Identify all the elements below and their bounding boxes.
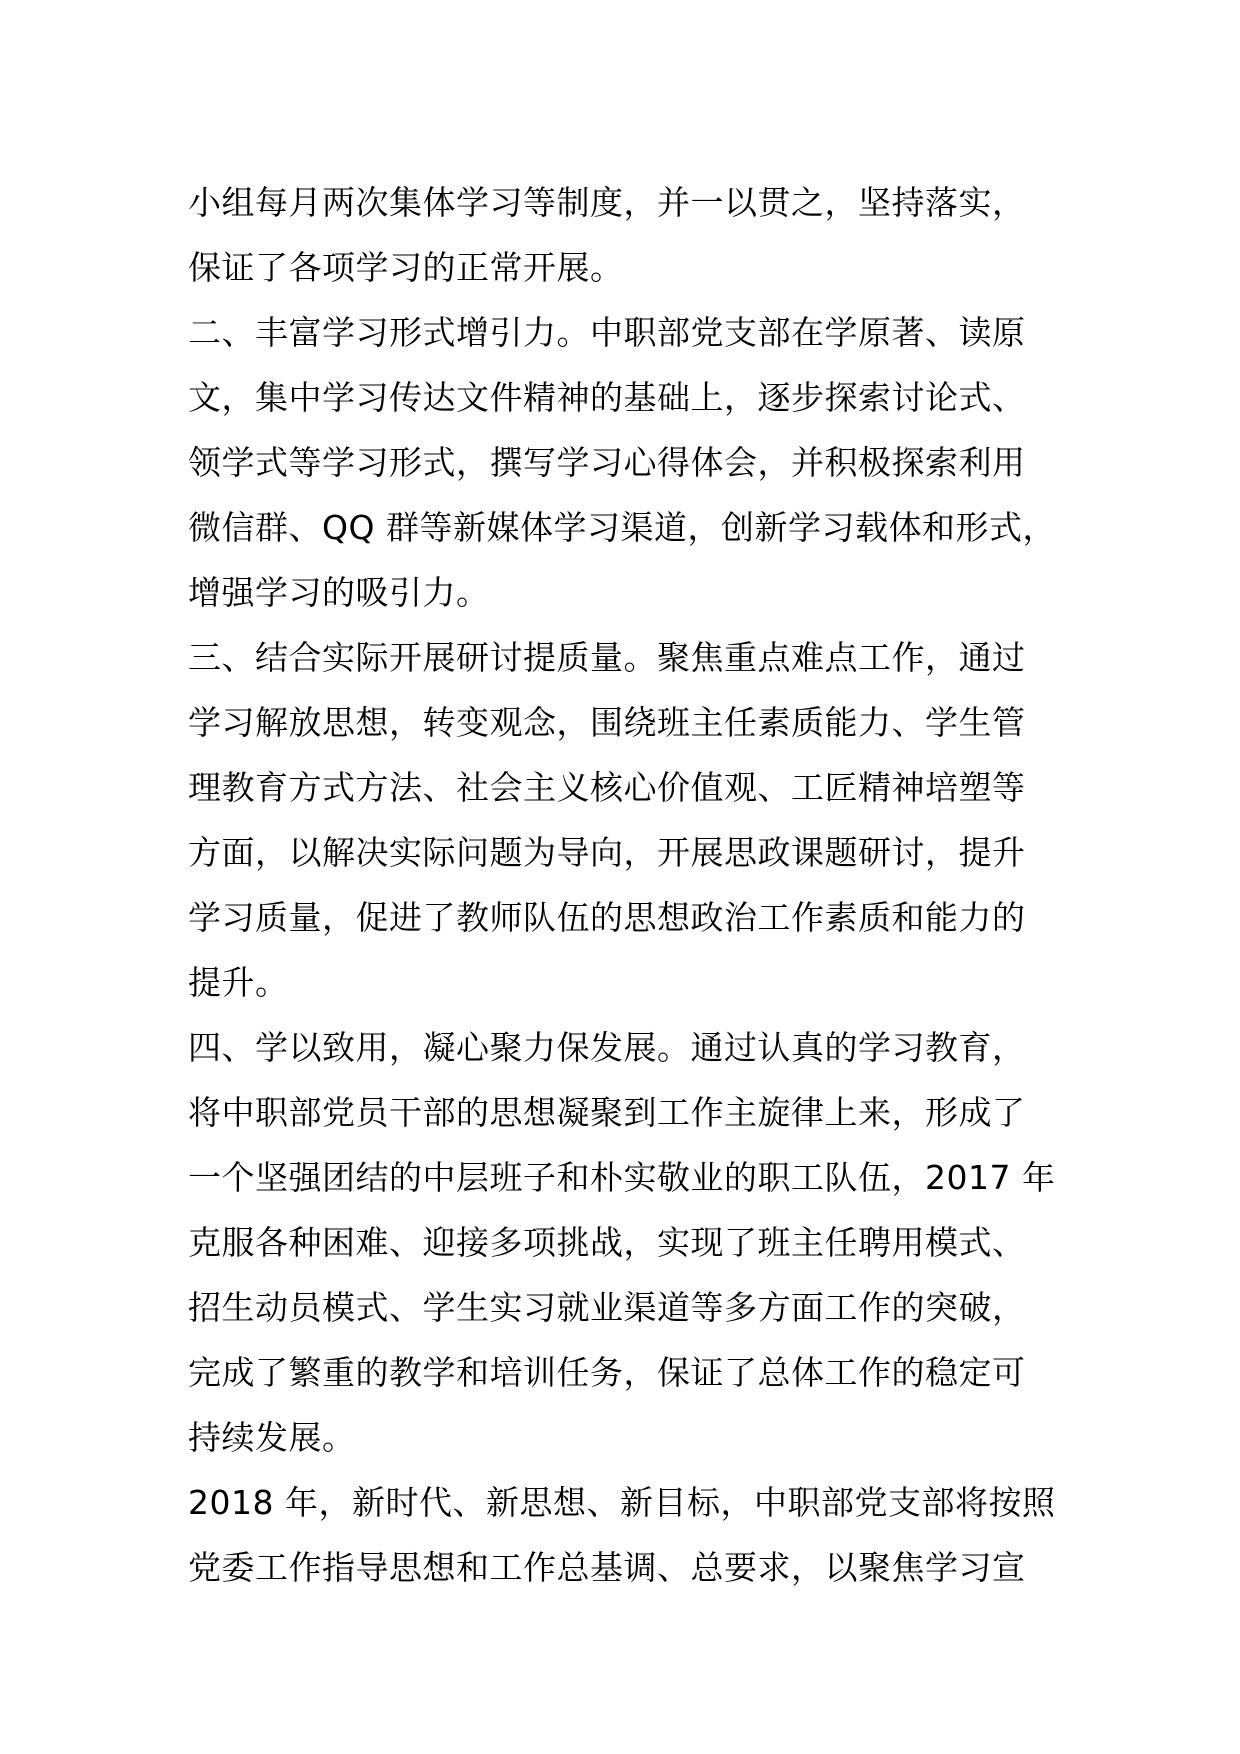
text-line: 学习质量，促进了教师队伍的思想政治工作素质和能力的 — [188, 898, 1026, 937]
text-line: 二、丰富学习形式增引力。中职部党支部在学原著、读原 — [188, 313, 1026, 352]
text-line: 增强学习的吸引力。 — [188, 573, 490, 612]
text-line: 党委工作指导思想和工作总基调、总要求，以聚焦学习宣 — [188, 1548, 1026, 1587]
text-line: 持续发展。 — [188, 1418, 356, 1457]
text-line: 保证了各项学习的正常开展。 — [188, 248, 624, 287]
text-line: 文，集中学习传达文件精神的基础上，逐步探索讨论式、 — [188, 378, 1026, 417]
text-line: 完成了繁重的教学和培训任务，保证了总体工作的稳定可 — [188, 1353, 1026, 1392]
text-line: 理教育方式方法、社会主义核心价值观、工匠精神培塑等 — [188, 768, 1026, 807]
text-line: 招生动员模式、学生实习就业渠道等多方面工作的突破， — [188, 1288, 1026, 1327]
text-line: 方面，以解决实际问题为导向，开展思政课题研讨，提升 — [188, 833, 1026, 872]
text-line: 三、结合实际开展研讨提质量。聚焦重点难点工作，通过 — [188, 638, 1026, 677]
text-line: 克服各种困难、迎接多项挑战，实现了班主任聘用模式、 — [188, 1223, 1026, 1262]
text-line: 小组每月两次集体学习等制度，并一以贯之，坚持落实， — [188, 183, 1026, 222]
text-line: 微信群、QQ 群等新媒体学习渠道，创新学习载体和形式， — [188, 508, 1056, 547]
text-line: 2018 年，新时代、新思想、新目标，中职部党支部将按照 — [188, 1483, 1056, 1522]
body-text — [188, 170, 1068, 1600]
text-line: 四、学以致用，凝心聚力保发展。通过认真的学习教育， — [188, 1028, 1026, 1067]
text-line: 提升。 — [188, 963, 289, 1002]
text-line: 将中职部党员干部的思想凝聚到工作主旋律上来，形成了 — [188, 1093, 1026, 1132]
text-line: 学习解放思想，转变观念，围绕班主任素质能力、学生管 — [188, 703, 1026, 742]
text-line: 一个坚强团结的中层班子和朴实敬业的职工队伍，2017 年 — [188, 1158, 1056, 1197]
text-line: 领学式等学习形式，撰写学习心得体会，并积极探索利用 — [188, 443, 1026, 482]
